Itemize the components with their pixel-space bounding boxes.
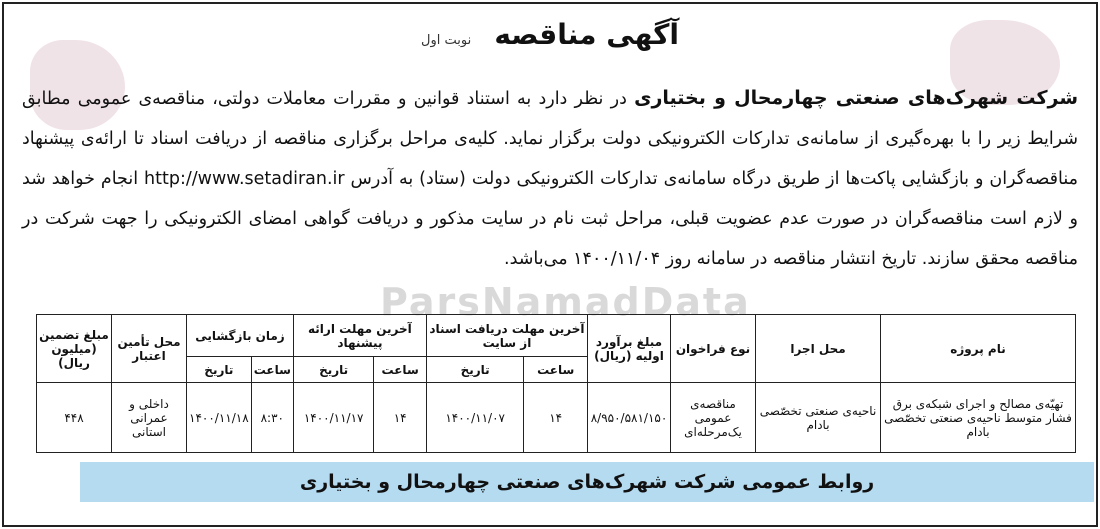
header-project: نام پروژه [881, 315, 1076, 383]
ad-title-row [0, 18, 1100, 51]
header-offer-date: تاریخ [293, 357, 373, 383]
header-offer-time: ساعت [374, 357, 427, 383]
ad-title: آگهی مناقصه [494, 18, 679, 51]
header-type: نوع فراخوان [671, 315, 756, 383]
cell-location: ناحیه‌ی صنعتی تخصّصی بادام [756, 383, 881, 453]
tender-table [36, 314, 1076, 453]
cell-offer-date: ۱۴۰۰/۱۱/۱۷ [293, 383, 373, 453]
table-row [37, 383, 1076, 453]
cell-guarantee: ۴۴۸ [37, 383, 112, 453]
watermark-text: ParsNamadData [380, 280, 751, 324]
cell-docs-date: ۱۴۰۰/۱۱/۰۷ [426, 383, 523, 453]
cell-project: تهیّه‌ی مصالح و اجرای شبکه‌ی برق فشار متوسط ناحیه‌ی صنعتی تخصّصی بادام [881, 383, 1076, 453]
header-docs-time: ساعت [524, 357, 588, 383]
header-location: محل اجرا [756, 315, 881, 383]
header-funding: محل تأمین اعتبار [112, 315, 187, 383]
cell-type: مناقصه‌ی عمومی یک‌مرحله‌ای [671, 383, 756, 453]
ad-body-text: در نظر دارد به استناد قوانین و مقررات معاملات دولتی، مناقصه‌ی عمومی مطابق شرایط زیر را با بهره‌گیری از سامانه‌ی تدارکات الکترونیکی دولت برگزار نماید. کلیه‌ی مراحل برگزاری مناقصه از دریافت اسناد تا ارائه‌ی پیشنهاد مناقصه‌گران و بازگشایی پاکت‌ها از طریق درگاه سامانه‌ی تدارکات الکترونیکی دولت (ستاد) به آدرس http://www.setadiran.ir انجام خواهد شد و لازم است مناقصه‌گران در صورت عدم عضویت قبلی، مراحل ثبت نام در سایت مذکور و دریافت گواهی امضای الکترونیکی را جهت شرکت در مناقصه محقق سازند. تاریخ انتشار مناقصه در سامانه روز ۱۴۰۰/۱۱/۰۴ می‌باشد. [22, 89, 1078, 269]
header-guarantee: مبلغ تضمین (میلیون ریال) [37, 315, 112, 383]
header-docs-deadline: آخرین مهلت دریافت اسناد از سایت [426, 315, 587, 357]
cell-offer-time: ۱۴ [374, 383, 427, 453]
cell-open-date: ۱۴۰۰/۱۱/۱۸ [187, 383, 252, 453]
cell-docs-time: ۱۴ [524, 383, 588, 453]
footer-banner: روابط عمومی شرکت شهرک‌های صنعتی چهارمحال و بختیاری [80, 462, 1094, 502]
cell-open-time: ۸:۳۰ [251, 383, 293, 453]
cell-funding: داخلی و عمرانی استانی [112, 383, 187, 453]
header-offer-deadline: آخرین مهلت ارائه پیشنهاد [293, 315, 426, 357]
header-open-date: تاریخ [187, 357, 252, 383]
cell-estimate: ۸/۹۵۰/۵۸۱/۱۵۰ [588, 383, 671, 453]
header-docs-date: تاریخ [426, 357, 523, 383]
header-opening: زمان بازگشایی [187, 315, 294, 357]
ad-round: نوبت اول [421, 33, 472, 48]
header-open-time: ساعت [251, 357, 293, 383]
ad-paragraph [22, 78, 1078, 279]
company-name: شرکت شهرک‌های صنعتی چهارمحال و بختیاری [634, 87, 1079, 109]
header-estimate: مبلغ برآورد اولیه (ریال) [588, 315, 671, 383]
